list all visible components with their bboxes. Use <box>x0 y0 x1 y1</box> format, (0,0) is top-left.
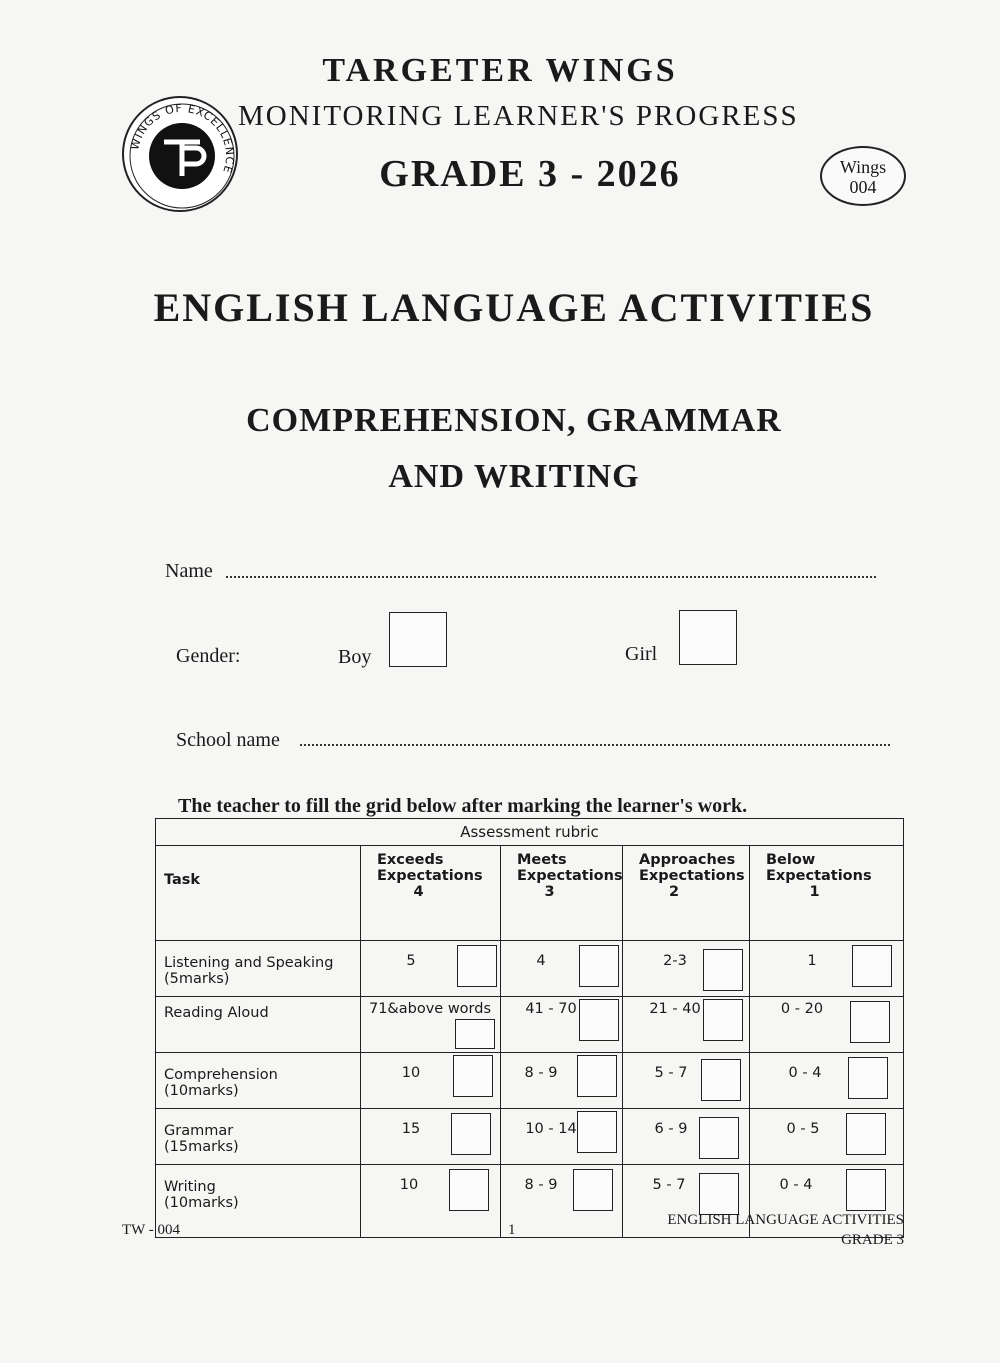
table-row <box>156 1053 904 1109</box>
score-box[interactable] <box>451 1113 491 1155</box>
table-row <box>156 997 904 1053</box>
score-box[interactable] <box>457 945 497 987</box>
rubric-header-row <box>156 846 904 941</box>
score-cell: 0 - 4 <box>750 1165 904 1238</box>
badge-line1: Wings <box>839 157 887 177</box>
footer-page-number: 1 <box>508 1222 516 1238</box>
subject-title: ENGLISH LANGUAGE ACTIVITIES <box>153 285 875 330</box>
col-exceeds-header: Exceeds Expectations 4 <box>361 846 501 941</box>
score-cell: 1 <box>750 941 904 997</box>
col-task-header: Task <box>156 846 361 941</box>
score-cell: 10 - 14 <box>501 1109 623 1165</box>
gender-label: Gender: <box>176 645 241 667</box>
score-cell: 2-3 <box>623 941 750 997</box>
score-box[interactable] <box>703 949 743 991</box>
rubric-caption: Assessment rubric <box>156 819 904 846</box>
task-cell: Listening and Speaking (5marks) <box>156 941 361 997</box>
boy-checkbox[interactable] <box>389 612 447 667</box>
score-box[interactable] <box>577 1111 617 1153</box>
program-title: MONITORING LEARNER'S PROGRESS <box>238 100 799 132</box>
score-cell: 71&above words <box>361 997 501 1053</box>
task-cell: Grammar (15marks) <box>156 1109 361 1165</box>
score-box[interactable] <box>703 999 743 1041</box>
score-cell: 10 <box>361 1165 501 1238</box>
score-cell: 5 <box>361 941 501 997</box>
score-cell: 0 - 20 <box>750 997 904 1053</box>
score-box[interactable] <box>573 1169 613 1211</box>
task-cell: Writing (10marks) <box>156 1165 361 1238</box>
footer-code: TW - 004 <box>122 1222 181 1238</box>
score-box[interactable] <box>699 1173 739 1215</box>
school-name-field[interactable] <box>300 744 890 746</box>
score-cell: 15 <box>361 1109 501 1165</box>
score-box[interactable] <box>449 1169 489 1211</box>
score-box[interactable] <box>579 945 619 987</box>
score-box[interactable] <box>848 1057 888 1099</box>
org-title: TARGETER WINGS <box>322 52 678 89</box>
score-cell: 8 - 9 <box>501 1165 623 1238</box>
paper-title-line1: COMPREHENSION, GRAMMAR <box>246 402 782 439</box>
score-cell: 0 - 5 <box>750 1109 904 1165</box>
score-cell: 5 - 7 <box>623 1053 750 1109</box>
task-cell: Comprehension (10marks) <box>156 1053 361 1109</box>
footer-subject: ENGLISH LANGUAGE ACTIVITIES <box>667 1212 904 1228</box>
score-box[interactable] <box>579 999 619 1041</box>
footer-grade: GRADE 3 <box>841 1232 904 1248</box>
score-cell: 0 - 4 <box>750 1053 904 1109</box>
grade-year-title: GRADE 3 - 2026 <box>379 153 681 195</box>
score-box[interactable] <box>846 1113 886 1155</box>
score-cell: 4 <box>501 941 623 997</box>
logo-ring-text: WINGS OF EXCELLENCE <box>128 101 237 176</box>
score-box[interactable] <box>701 1059 741 1101</box>
score-box[interactable] <box>455 1019 495 1049</box>
score-cell: 10 <box>361 1053 501 1109</box>
score-box[interactable] <box>577 1055 617 1097</box>
boy-label: Boy <box>338 646 372 668</box>
score-box[interactable] <box>699 1117 739 1159</box>
table-row <box>156 941 904 997</box>
wings-of-excellence-logo <box>122 96 238 212</box>
assessment-rubric-table <box>155 818 904 1238</box>
score-box[interactable] <box>852 945 892 987</box>
col-below-header: Below Expectations 1 <box>750 846 904 941</box>
school-name-label: School name <box>176 729 280 751</box>
task-cell: Reading Aloud <box>156 997 361 1053</box>
paper-title-line2: AND WRITING <box>388 458 640 495</box>
score-cell: 21 - 40 <box>623 997 750 1053</box>
score-cell: 5 - 7 <box>623 1165 750 1238</box>
col-meets-header: Meets Expectations 3 <box>501 846 623 941</box>
col-approaches-header: Approaches Expectations 2 <box>623 846 750 941</box>
name-label: Name <box>165 560 213 582</box>
girl-checkbox[interactable] <box>679 610 737 665</box>
score-box[interactable] <box>846 1169 886 1211</box>
badge-line2: 004 <box>849 177 877 197</box>
score-box[interactable] <box>850 1001 890 1043</box>
score-cell: 41 - 70 <box>501 997 623 1053</box>
score-cell: 8 - 9 <box>501 1053 623 1109</box>
teacher-instruction: The teacher to fill the grid below after marking the learner's work. <box>178 795 748 817</box>
table-row <box>156 1109 904 1165</box>
score-cell: 6 - 9 <box>623 1109 750 1165</box>
score-box[interactable] <box>453 1055 493 1097</box>
wings-badge <box>820 146 906 206</box>
name-field[interactable] <box>226 576 876 578</box>
girl-label: Girl <box>625 643 658 665</box>
